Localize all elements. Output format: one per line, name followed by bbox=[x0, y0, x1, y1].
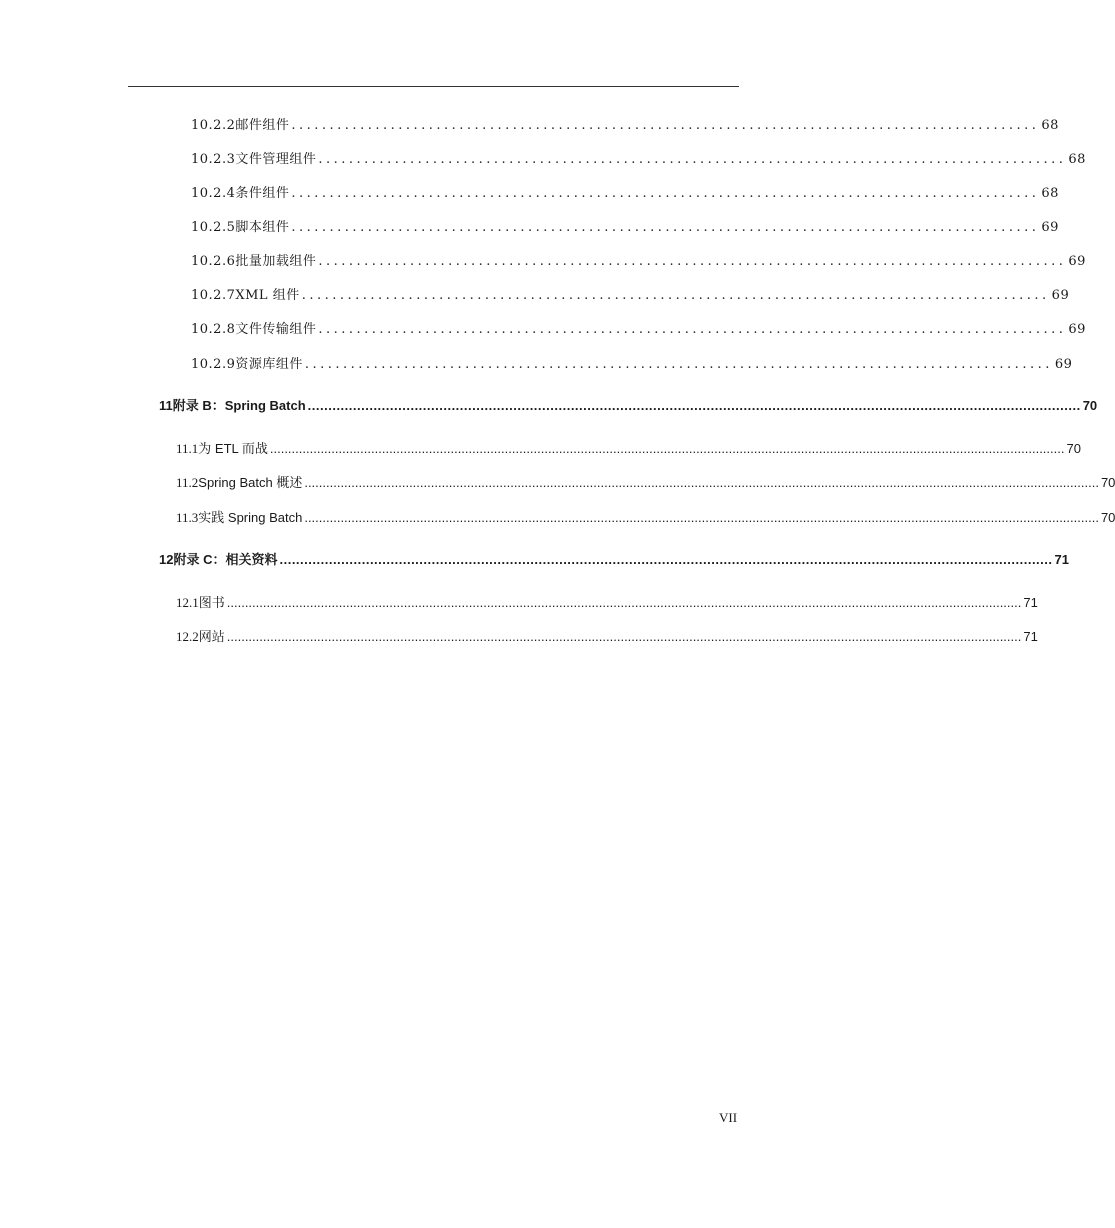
toc-entry-number: 10.2.7 bbox=[191, 288, 236, 303]
toc-entry-title: 为 ETL 而战 bbox=[198, 441, 268, 456]
toc-entry-10-2-9[interactable] bbox=[191, 353, 1073, 372]
toc-entry-page: 69 bbox=[1051, 288, 1070, 303]
toc-entry-title: 实践 Spring Batch bbox=[198, 510, 303, 525]
dot-leader: .................................................................................................. bbox=[301, 288, 1050, 303]
toc-entry-10-2-4[interactable] bbox=[191, 182, 1059, 201]
toc-entry-title: 批量加载组件 bbox=[235, 254, 317, 269]
dot-leader: .................................................................................................. bbox=[318, 152, 1067, 167]
toc-entry-number: 10.2.4 bbox=[191, 186, 236, 201]
toc-entry-title: 图书 bbox=[198, 595, 225, 610]
toc-entry-10-2-6[interactable] bbox=[191, 250, 1086, 269]
toc-entry-title: 文件管理组件 bbox=[235, 152, 317, 167]
dot-leader: .................................................................................................. bbox=[304, 357, 1053, 372]
toc-entry-10-2-7[interactable] bbox=[191, 284, 1070, 303]
header-rule bbox=[128, 86, 739, 87]
toc-entry-number: 10.2.9 bbox=[191, 357, 236, 372]
toc-entry-page: 70 bbox=[1100, 475, 1115, 490]
toc-entry-page: 71 bbox=[1023, 595, 1038, 610]
dot-leader: ............................................................................................................................................................................................................................ bbox=[304, 475, 1099, 490]
toc-entry-title: Spring Batch 概述 bbox=[198, 475, 303, 490]
toc-entry-10-2-8[interactable] bbox=[191, 318, 1086, 337]
page-number: VII bbox=[719, 1110, 738, 1125]
dot-leader: ............................................................................................................................................................................................ bbox=[307, 398, 1081, 413]
toc-entry-10-2-5[interactable] bbox=[191, 216, 1059, 235]
toc-entry-page: 68 bbox=[1068, 152, 1086, 167]
toc-entry-title: 邮件组件 bbox=[235, 118, 290, 133]
dot-leader: .................................................................................................. bbox=[318, 322, 1067, 337]
dot-leader: ............................................................................................................................................................................................................................ bbox=[269, 441, 1065, 456]
toc-entry-title: 网站 bbox=[198, 629, 225, 644]
dot-leader: .................................................................................................. bbox=[291, 220, 1040, 235]
toc-entry-page: 69 bbox=[1054, 357, 1073, 372]
toc-entry-title: XML 组件 bbox=[235, 288, 300, 303]
toc-entry-title: 附录 C：相关资料 bbox=[173, 552, 278, 567]
toc-entry-page: 68 bbox=[1041, 118, 1059, 133]
toc-entry-12-2[interactable] bbox=[176, 626, 1038, 645]
toc-entry-page: 71 bbox=[1023, 629, 1038, 644]
toc-entry-page: 69 bbox=[1041, 220, 1059, 235]
toc-entry-11-3[interactable] bbox=[176, 507, 1115, 526]
toc-entry-title: 条件组件 bbox=[235, 186, 290, 201]
toc-entry-number: 10.2.6 bbox=[191, 254, 236, 269]
dot-leader: ............................................................................................................................................................................................ bbox=[279, 552, 1053, 567]
toc-entry-title: 附录 B：Spring Batch bbox=[172, 398, 306, 413]
dot-leader: ............................................................................................................................................................................................................................ bbox=[304, 510, 1099, 525]
dot-leader: ............................................................................................................................................................................................................................ bbox=[226, 629, 1022, 644]
toc-entry-number: 10.2.2 bbox=[191, 118, 236, 133]
toc-entry-number: 12.1 bbox=[176, 595, 199, 610]
toc-entry-10-2-3[interactable] bbox=[191, 148, 1086, 167]
toc-entry-page: 68 bbox=[1041, 186, 1059, 201]
toc-entry-page: 69 bbox=[1068, 322, 1086, 337]
toc-entry-page: 70 bbox=[1100, 510, 1115, 525]
toc-entry-number: 11.1 bbox=[176, 441, 199, 456]
toc-entry-number: 11 bbox=[159, 398, 173, 413]
toc-entry-title: 脚本组件 bbox=[235, 220, 290, 235]
dot-leader: ............................................................................................................................................................................................................................ bbox=[226, 595, 1022, 610]
toc-entry-number: 11.3 bbox=[176, 510, 199, 525]
toc-entry-title: 文件传输组件 bbox=[235, 322, 317, 337]
toc-entry-11[interactable] bbox=[159, 395, 1098, 414]
toc-entry-number: 10.2.5 bbox=[191, 220, 236, 235]
toc-entry-page: 70 bbox=[1066, 441, 1081, 456]
toc-entry-number: 12 bbox=[159, 552, 174, 567]
toc-entry-11-2[interactable] bbox=[176, 472, 1115, 491]
toc-entry-11-1[interactable] bbox=[176, 438, 1081, 457]
toc-entry-title: 资源库组件 bbox=[235, 357, 303, 372]
toc-entry-12-1[interactable] bbox=[176, 592, 1038, 611]
dot-leader: .................................................................................................. bbox=[318, 254, 1067, 269]
toc-entry-number: 11.2 bbox=[176, 475, 199, 490]
toc-entry-page: 69 bbox=[1068, 254, 1086, 269]
toc-entry-10-2-2[interactable] bbox=[191, 114, 1059, 133]
toc-entry-number: 10.2.3 bbox=[191, 152, 236, 167]
dot-leader: .................................................................................................. bbox=[291, 186, 1040, 201]
toc-entry-page: 70 bbox=[1082, 398, 1098, 413]
dot-leader: .................................................................................................. bbox=[291, 118, 1040, 133]
toc-entry-number: 10.2.8 bbox=[191, 322, 236, 337]
toc-entry-number: 12.2 bbox=[176, 629, 199, 644]
toc-entry-12[interactable] bbox=[159, 549, 1069, 568]
toc-entry-page: 71 bbox=[1054, 552, 1069, 567]
